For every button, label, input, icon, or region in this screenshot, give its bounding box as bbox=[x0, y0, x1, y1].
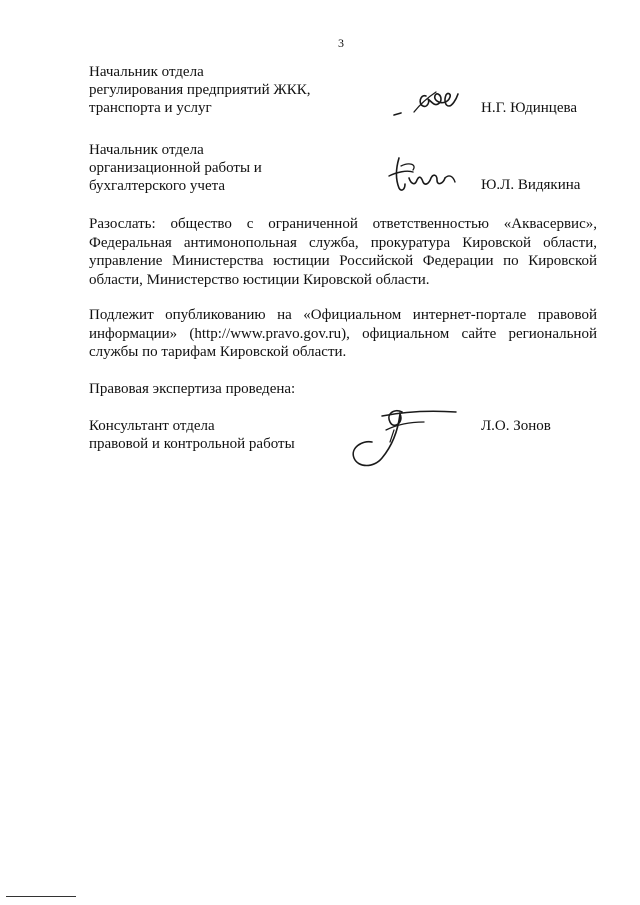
signatory-name: Н.Г. Юдинцева bbox=[481, 100, 578, 116]
position-line: правовой и контрольной работы bbox=[89, 436, 295, 452]
signature-icon bbox=[383, 154, 459, 196]
publication-paragraph: Подлежит опубликованию на «Официальном интернет-портале правовой информации» (http://www.pravo.gov.ru), официальном сайте региональной службы по тарифам Кировской области. bbox=[89, 307, 597, 360]
distribution-paragraph: Разослать: общество с ограниченной ответственностью «Аквасервис», Федеральная антимонопольная служба, прокуратура Кировской области, управление Министерства юстиции Российской Федерации по Кировской области, Министерство юстиции Кировской области. bbox=[89, 216, 597, 288]
position-line: Начальник отдела bbox=[89, 64, 204, 80]
signature-icon bbox=[342, 400, 462, 472]
position-line: транспорта и услуг bbox=[89, 100, 212, 116]
position-line: бухгалтерского учета bbox=[89, 178, 226, 194]
position-line: регулирования предприятий ЖКК, bbox=[89, 82, 311, 98]
position-line: Начальник отдела bbox=[89, 142, 204, 158]
expertise-note: Правовая экспертиза проведена: bbox=[89, 381, 296, 397]
page-number: 3 bbox=[338, 36, 344, 50]
consultant-name: Л.О. Зонов bbox=[481, 418, 551, 434]
signature-icon bbox=[392, 82, 464, 122]
position-line: Консультант отдела bbox=[89, 418, 215, 434]
position-line: организационной работы и bbox=[89, 160, 262, 176]
signatory-name: Ю.Л. Видякина bbox=[481, 177, 581, 193]
footnote-divider bbox=[6, 896, 76, 897]
